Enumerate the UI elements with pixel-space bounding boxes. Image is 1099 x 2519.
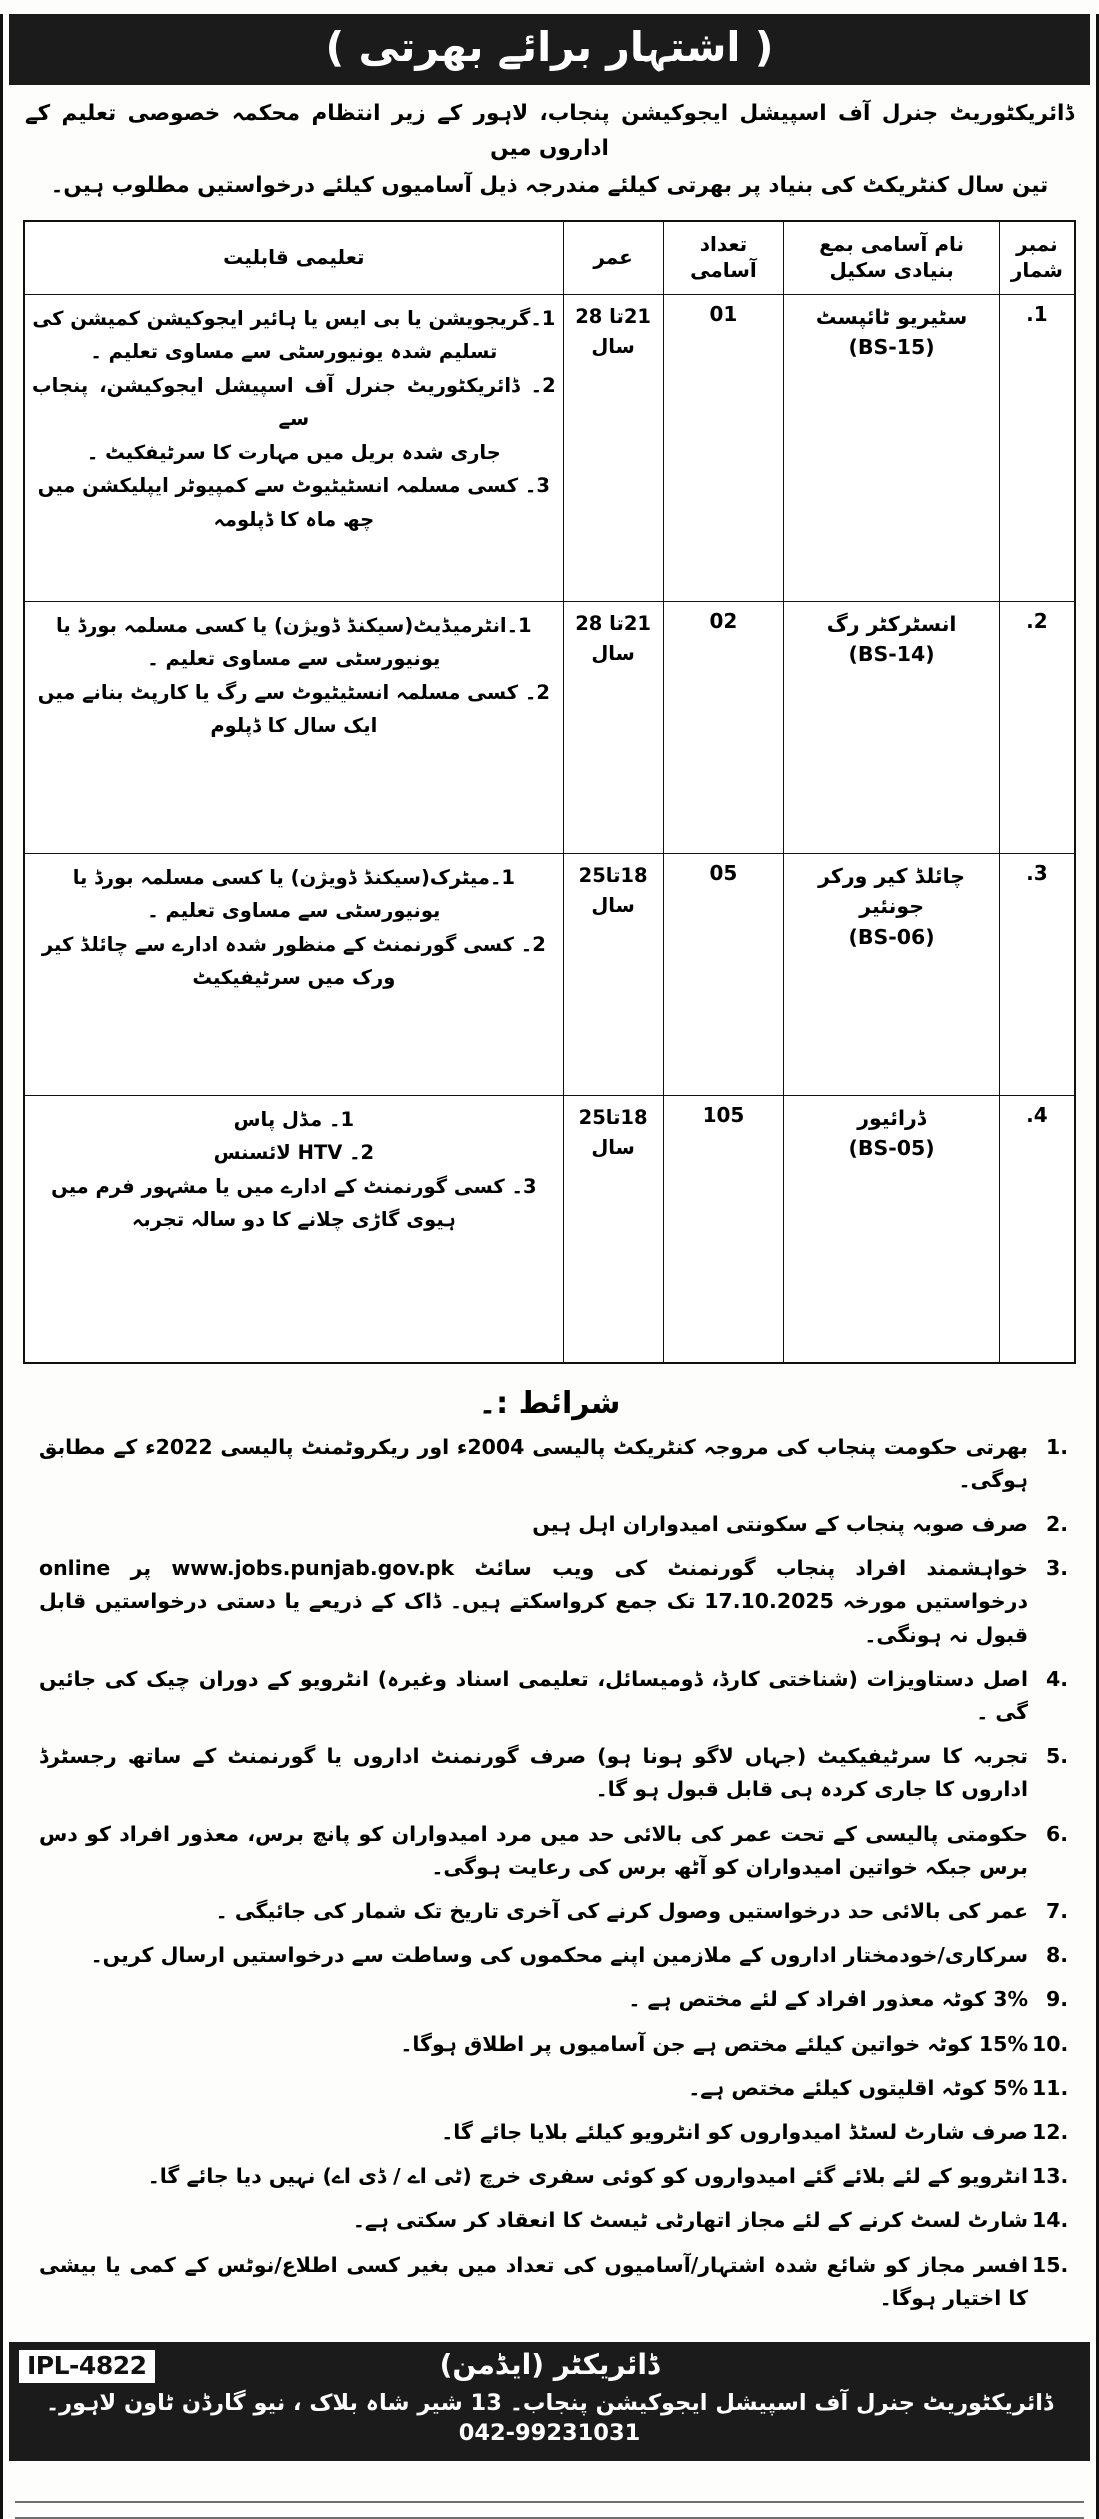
condition-item: عمر کی بالائی حد درخواستیں وصول کرنے کی آخری تاریخ تک شمار کی جائیگی ۔ xyxy=(215,1899,1028,1924)
column-header-serial: نمبر شمار xyxy=(999,221,1075,295)
qualification-line: 1۔انٹرمیڈیٹ(سیکنڈ ڈویژن) یا کسی مسلمہ بورڈ یا xyxy=(56,613,532,637)
footer-dark-banner xyxy=(9,2342,1090,2461)
age-range: 18تا25 xyxy=(578,863,648,887)
condition-item: صرف صوبہ پنجاب کے سکونتی امیدواران اہل ہیں xyxy=(532,1512,1028,1537)
age-unit: سال xyxy=(591,1135,635,1159)
age-unit: سال xyxy=(591,641,635,665)
age-range: 21تا 28 xyxy=(575,611,651,635)
row-count: 05 xyxy=(663,853,784,1095)
row-serial: .3 xyxy=(999,853,1075,1095)
qualification-line: 2۔ کسی مسلمہ انسٹیٹیوٹ سے رگ یا کارپٹ بنانے میں xyxy=(37,680,550,704)
qualification-line: جاری شدہ بریل میں مہارت کا سرٹیفکیٹ ۔ xyxy=(86,440,501,464)
office-address: ڈائریکٹوریٹ جنرل آف اسپیشل ایجوکیشن پنجاب۔ 13 شیر شاہ بلاک ، نیو گارڈن ٹاون لاہور۔ xyxy=(45,2390,1054,2417)
intro-line-2: تین سال کنٹریکٹ کی بنیاد پر بھرتی کیلئے مندرجہ ذیل آسامیوں کیلئے درخواستیں مطلوب ہیں۔ xyxy=(50,172,1049,198)
office-phone: 042-99231031 xyxy=(458,2420,641,2447)
qualification-line: 2۔ کسی گورنمنٹ کے منظور شدہ ادارے سے چائلڈ کیر xyxy=(41,932,546,956)
qualification-line: یونیورسٹی سے مساوی تعلیم ۔ xyxy=(147,899,441,923)
row-qualification xyxy=(24,1095,563,1363)
row-age xyxy=(563,853,663,1095)
table-header xyxy=(24,221,1075,295)
footer-block xyxy=(9,2342,1090,2519)
qualification-line: 1۔ مڈل پاس xyxy=(233,1107,355,1131)
row-post xyxy=(784,601,999,853)
row-serial: .1 xyxy=(999,294,1075,601)
row-post xyxy=(784,853,999,1095)
row-count: 02 xyxy=(663,601,784,853)
table-row xyxy=(24,853,1075,1095)
age-range: 21تا 28 xyxy=(575,304,651,328)
table-body xyxy=(24,294,1075,1363)
qualification-line: 3۔ کسی گورنمنٹ کے ادارے میں یا مشہور فرم میں xyxy=(51,1174,537,1198)
age-unit: سال xyxy=(591,893,635,917)
row-qualification xyxy=(24,601,563,853)
qualification-line: ہیوی گاڑی چلانے کا دو سالہ تجربہ xyxy=(131,1208,456,1232)
row-post xyxy=(784,294,999,601)
condition-item: تجربہ کا سرٹیفیکیٹ (جہاں لاگو ہونا ہو) صرف گورنمنٹ اداروں یا گورنمنٹ کے ساتھ رجسٹرڈ اداروں کا جاری کردہ ہی قابل قبول ہو گا۔ xyxy=(39,1744,1028,1802)
page-title: ( اشتہار برائے بھرتی ) xyxy=(325,23,774,71)
qualification-line: تسلیم شدہ یونیورسٹی سے مساوی تعلیم ۔ xyxy=(90,340,498,364)
post-name: انسٹرکٹر رگ xyxy=(826,611,957,636)
bottom-rules xyxy=(9,2461,1090,2519)
row-age xyxy=(563,601,663,853)
qualification-line: 2۔ ڈائریکٹوریٹ جنرل آف اسپیشل ایجوکیشن، پنجاب سے xyxy=(32,373,556,431)
ipl-reference-badge: IPL-4822 xyxy=(19,2350,155,2383)
post-name: چائلڈ کیر ورکر جونئیر xyxy=(818,863,966,919)
jobs-table xyxy=(23,220,1076,1364)
condition-item: انٹرویو کے لئے بلائے گئے امیدواروں کو کوئی سفری خرچ (ٹی اے / ڈی اے) نہیں دیا جائے گا۔ xyxy=(147,2164,1028,2189)
qualification-line: 1۔میٹرک(سیکنڈ ڈویژن) یا کسی مسلمہ بورڈ یا xyxy=(72,865,515,889)
intro-line-1: ڈائریکٹوریٹ جنرل آف اسپیشل ایجوکیشن پنجاب، لاہور کے زیر انتظام محکمہ خصوصی تعلیم کے اداروں میں xyxy=(25,101,1074,161)
post-name: سٹیریو ٹائپسٹ xyxy=(815,304,968,329)
condition-item: اصل دستاویزات (شناختی کارڈ، ڈومیسائل، تعلیمی اسناد وغیرہ) انٹرویو کے دوران چیک کی جائیں گی ۔ xyxy=(39,1666,1028,1725)
column-header-count: تعداد آسامی xyxy=(663,221,784,295)
qualification-line: ایک سال کا ڈپلوم xyxy=(210,714,378,738)
row-post xyxy=(784,1095,999,1363)
table-row xyxy=(24,601,1075,853)
condition-item: 15% کوٹہ خواتین کیلئے مختص ہے جن آسامیوں پر اطلاق ہوگا۔ xyxy=(400,2031,1028,2056)
conditions-heading: شرائط :۔ xyxy=(478,1385,621,1421)
footer-address xyxy=(9,2382,1090,2451)
header-banner xyxy=(9,14,1090,85)
row-qualification xyxy=(24,294,563,601)
condition-item: شارٹ لسٹ کرنے کے لئے مجاز اتھارٹی ٹیسٹ کا انعقاد کر سکتی ہے۔ xyxy=(352,2208,1028,2233)
row-count: 01 xyxy=(663,294,784,601)
condition-item: صرف شارٹ لسٹڈ امیدواروں کو انٹرویو کیلئے بلایا جائے گا۔ xyxy=(441,2120,1028,2145)
row-serial: .2 xyxy=(999,601,1075,853)
condition-item-text: خواہشمند افراد پنجاب گورنمنٹ کی ویب سائٹ www.jobs.punjab.gov.pk پر online درخواستیں مورخہ 17.10.2025 تک جمع کرواسکتے ہیں۔ ڈاک کے ذریعے یا دستی درخواستیں قابل قبول نہ ہونگی۔ xyxy=(39,1556,1028,1647)
row-age xyxy=(563,294,663,601)
qualification-line: ورک میں سرٹیفیکیٹ xyxy=(192,966,396,990)
condition-item: حکومتی پالیسی کے تحت عمر کی بالائی حد میں مرد امیدواران کو پانچ برس، معذور افراد کو دس برس جبکہ خواتین امیدواران کو آٹھ برس کی رعایت ہوگی۔ xyxy=(39,1821,1028,1879)
condition-item: سرکاری/خودمختار اداروں کے ملازمین اپنے محکموں کی وساطت سے درخواستیں ارسال کریں۔ xyxy=(90,1943,1028,1968)
divider-rule xyxy=(15,2501,1084,2503)
column-header-age: عمر xyxy=(563,221,663,295)
post-name: ڈرائیور xyxy=(857,1105,926,1130)
column-header-qualification: تعلیمی قابلیت xyxy=(24,221,563,295)
row-serial: .4 xyxy=(999,1095,1075,1363)
table-header-row xyxy=(24,221,1075,295)
row-age xyxy=(563,1095,663,1363)
age-range: 18تا25 xyxy=(578,1105,648,1129)
page-frame xyxy=(0,14,1099,2519)
footer-top-row xyxy=(9,2348,1090,2382)
qualification-line: چھ ماہ کا ڈپلومہ xyxy=(213,507,375,531)
row-qualification xyxy=(24,853,563,1095)
condition-item: بھرتی حکومت پنجاب کی مروجہ کنٹریکٹ پالیسی 2004ء اور ریکروٹمنٹ پالیسی 2022ء کے مطابق ہوگی۔ xyxy=(39,1434,1028,1492)
qualification-line: 1۔گریجویشن یا بی ایس یا ہائیر ایجوکیشن کمیشن کی xyxy=(32,306,556,330)
intro-paragraph xyxy=(9,85,1090,215)
condition-item: 3% کوٹہ معذور افراد کے لئے مختص ہے ۔ xyxy=(628,1987,1028,2012)
table-row xyxy=(24,1095,1075,1363)
post-scale: (BS-14) xyxy=(848,642,935,667)
director-title: ڈائریکٹر (ایڈمن) xyxy=(439,2348,660,2382)
post-scale: (BS-05) xyxy=(848,1136,935,1161)
qualification-line: 3۔ کسی مسلمہ انسٹیٹیوٹ سے کمپیوٹر ایپلیکشن میں xyxy=(37,474,550,498)
conditions-list xyxy=(9,1427,1090,2326)
qualification-line: 2۔ HTV لائسنس xyxy=(213,1141,375,1165)
age-unit: سال xyxy=(591,334,635,358)
row-count: 105 xyxy=(663,1095,784,1363)
jobs-table-wrapper xyxy=(9,216,1090,1364)
table-row xyxy=(24,294,1075,601)
condition-item: 5% کوٹہ اقلیتوں کیلئے مختص ہے۔ xyxy=(688,2075,1028,2100)
post-scale: (BS-06) xyxy=(848,925,935,950)
qualification-line: یونیورسٹی سے مساوی تعلیم ۔ xyxy=(147,647,441,671)
condition-item: افسر مجاز کو شائع شدہ اشتہار/آسامیوں کی تعداد میں بغیر کسی اطلاع/نوٹس کے کمی یا بیشی کا اختیار ہوگا۔ xyxy=(39,2252,1028,2310)
condition-item-online-apply xyxy=(39,1552,1072,1663)
post-scale: (BS-15) xyxy=(848,335,935,360)
column-header-post: نام آسامی بمع بنیادی سکیل xyxy=(784,221,999,295)
